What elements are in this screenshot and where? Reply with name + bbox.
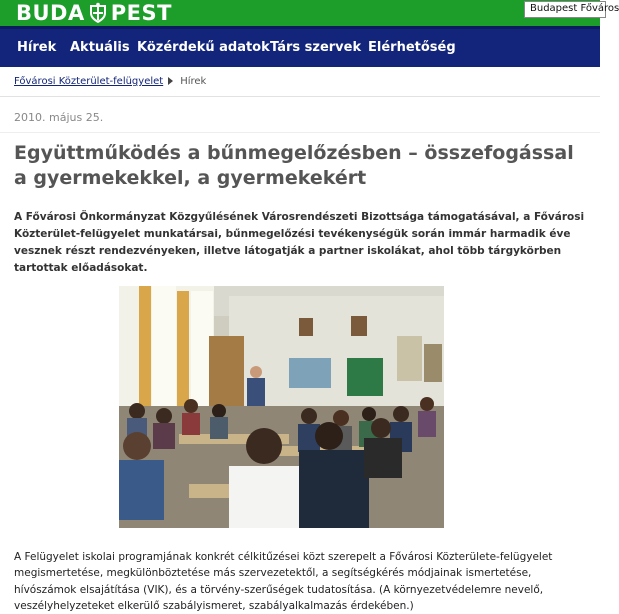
article-lead: A Fővárosi Önkormányzat Közgyűlésének Városrendészeti Bizottsága támogatásával, a Fővárosi Közterület-felügyelet munkatársai, bűnmegelőzési tevékenységük során immár harmadik éve vesznek részt rendezvényeken, illetve látogatják a partner iskolákat, ahol több tárgykörben tartottak előadásokat. (14, 211, 585, 274)
site-selector-dropdown[interactable]: Budapest Főváros (524, 1, 606, 18)
breadcrumb (14, 76, 206, 87)
classroom-photo (119, 286, 444, 528)
logo-text-right: PEST (110, 1, 172, 25)
article-body: A Felügyelet iskolai programjának konkrét célkitűzései közt szerepelt a Fővárosi Közterülete-felügyelet megismertetése, megkülönböztetése más szervezetektől, a segítségkérés módjainak ismertetése, hívószámok elsajátítása (VIK), és a törvény-szerűségek tudatosítása. (A környezetvédelemre nevelő, veszélyhelyzeteket elkerülő szabályismeret, szabályalkalmazás érdekében.) (14, 551, 553, 612)
nav-item-aktualis[interactable]: Aktuális (70, 40, 130, 55)
article-date: 2010. május 25. (14, 111, 104, 124)
divider (0, 132, 600, 133)
nav-item-elerhetoseg[interactable]: Elérhetőség (368, 40, 456, 55)
coat-of-arms-icon (87, 2, 109, 24)
divider (0, 96, 600, 97)
nav-item-hirek[interactable]: Hírek (17, 40, 57, 55)
breadcrumb-arrow-icon (168, 77, 173, 85)
breadcrumb-current: Hírek (180, 76, 207, 87)
article-title: Együttműködés a bűnmegelőzésben – összefogással a gyermekekkel, a gyermekekért (14, 142, 574, 189)
breadcrumb-parent-link[interactable]: Fővárosi Közterület-felügyelet (14, 76, 164, 87)
logo-text-left: BUDA (16, 1, 85, 25)
brand-bar (0, 0, 619, 26)
main-navigation (0, 26, 600, 67)
budapest-logo[interactable] (16, 1, 172, 25)
nav-item-tars-szervek[interactable]: Társ szervek (270, 40, 362, 55)
nav-item-kozerdeku-adatok[interactable]: Közérdekű adatok (137, 40, 270, 55)
